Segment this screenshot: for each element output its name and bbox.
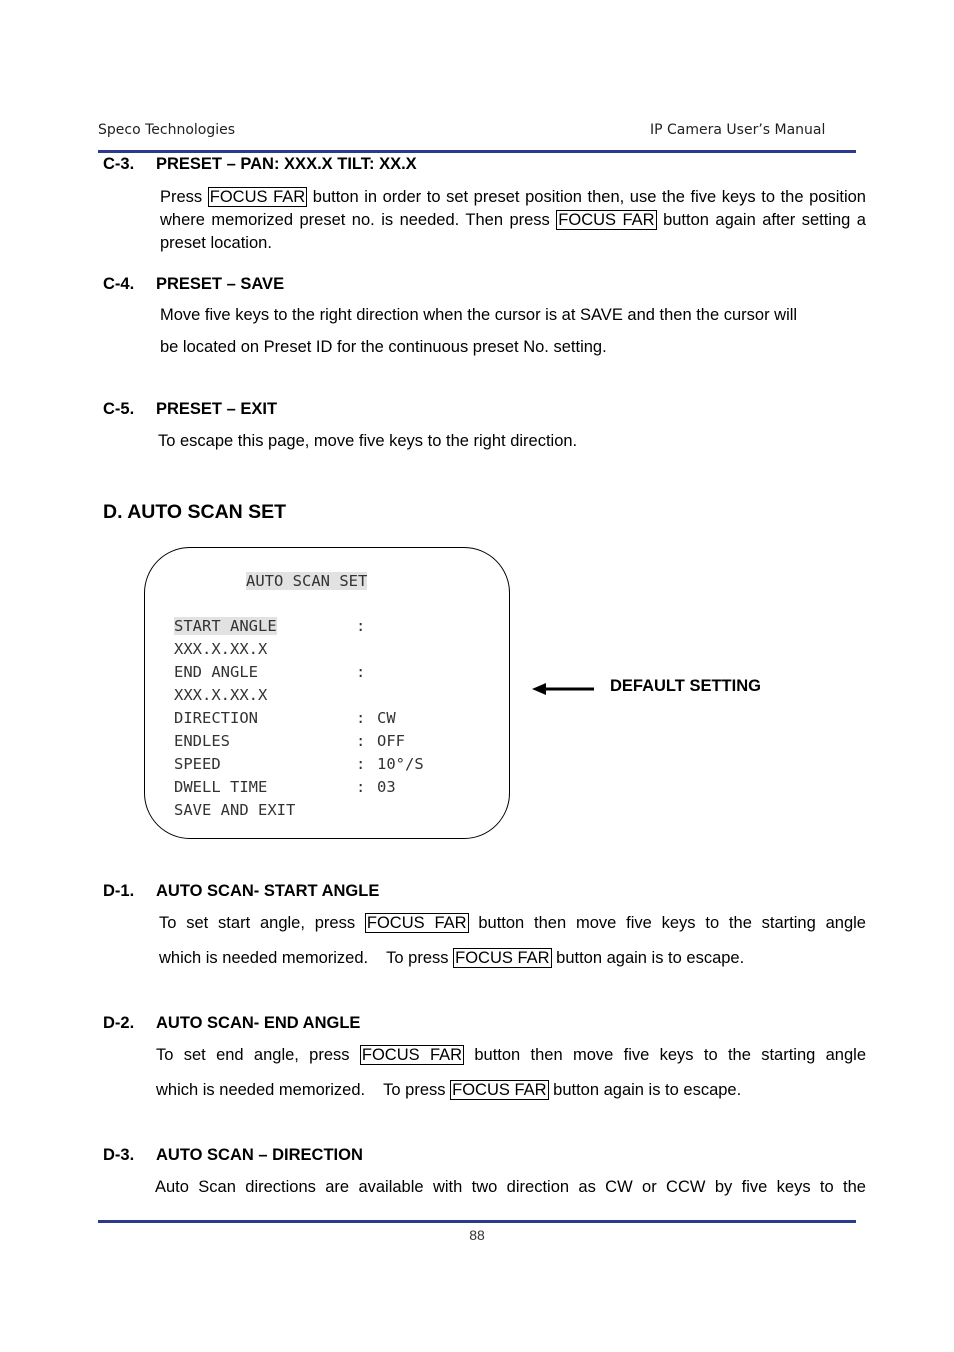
osd-row-label: XXX.X.XX.X [174, 686, 268, 704]
osd-row-separator: : [356, 778, 366, 796]
section-number: D-3. [103, 1146, 135, 1164]
paragraph-line: be located on Preset ID for the continuous preset No. setting. [160, 338, 607, 356]
paragraph-line: which is needed memorized. To press FOCUS FAR button again is to escape. [159, 949, 745, 967]
page-number: 88 [469, 1227, 485, 1243]
osd-row-separator: : [356, 709, 366, 727]
osd-row-label: END ANGLE [174, 663, 258, 681]
section-number: D-1. [103, 882, 135, 900]
section-title: AUTO SCAN- END ANGLE [156, 1014, 361, 1032]
header-company: Speco Technologies [98, 122, 236, 138]
paragraph-line: To escape this page, move five keys to the right direction. [158, 432, 578, 450]
paragraph-line: To set end angle, press FOCUS FAR button then move five keys to the starting angle [156, 1046, 867, 1064]
footer-rule [98, 1220, 856, 1223]
osd-row-label: XXX.X.XX.X [174, 640, 268, 658]
paragraph-line: Move five keys to the right direction when the cursor is at SAVE and then the cursor will [160, 306, 798, 324]
paragraph-line: To set start angle, press FOCUS FAR button then move five keys to the starting angle [159, 914, 866, 932]
section-title: AUTO SCAN- START ANGLE [156, 882, 380, 900]
osd-row-label: DIRECTION [174, 709, 258, 727]
section-number: C-5. [103, 400, 135, 418]
osd-row-separator: : [356, 732, 366, 750]
focus-far-key: FOCUS FAR [361, 1046, 463, 1064]
section-heading: D. AUTO SCAN SET [103, 501, 287, 523]
default-setting-label: DEFAULT SETTING [610, 677, 761, 695]
osd-row-label: ENDLES [174, 732, 230, 750]
osd-row-label: SAVE AND EXIT [174, 801, 296, 819]
osd-row-separator: : [356, 663, 366, 681]
section-title: PRESET – EXIT [156, 400, 278, 418]
focus-far-key: FOCUS FAR [558, 211, 655, 229]
osd-row-value: 10°/S [377, 755, 424, 773]
section-title: PRESET – SAVE [156, 275, 285, 293]
focus-far-key: FOCUS FAR [209, 188, 306, 206]
focus-far-key: FOCUS FAR [452, 1081, 547, 1099]
osd-row-value: OFF [377, 732, 405, 750]
section-title: AUTO SCAN – DIRECTION [156, 1146, 363, 1164]
paragraph-line: which is needed memorized. To press FOCUS FAR button again is to escape. [156, 1081, 742, 1099]
left-arrow-icon [530, 681, 596, 697]
focus-far-key: FOCUS FAR [366, 914, 467, 932]
osd-row-separator: : [356, 617, 366, 635]
section-paragraph: Press FOCUS FAR button in order to set preset position then, use the five keys to the position where memorized preset no. is needed. Then press FOCUS FAR button again after setting a preset location. [160, 188, 866, 252]
osd-row-value: CW [377, 709, 396, 727]
section-number: C-3. [103, 155, 135, 173]
osd-row-label: DWELL TIME [174, 778, 268, 796]
section-number: D-2. [103, 1014, 135, 1032]
focus-far-key: FOCUS FAR [455, 949, 550, 967]
osd-row-label: SPEED [174, 755, 221, 773]
osd-row-label: START ANGLE [174, 617, 277, 635]
header-rule [98, 150, 856, 153]
section-number: C-4. [103, 275, 135, 293]
header-manual-title: IP Camera User’s Manual [650, 122, 826, 138]
osd-row-separator: : [356, 755, 366, 773]
osd-row-value: 03 [377, 778, 396, 796]
paragraph-line: Auto Scan directions are available with two direction as CW or CCW by five keys to the [155, 1178, 866, 1196]
section-title: PRESET – PAN: XXX.X TILT: XX.X [156, 155, 417, 173]
osd-menu-title: AUTO SCAN SET [246, 572, 368, 590]
